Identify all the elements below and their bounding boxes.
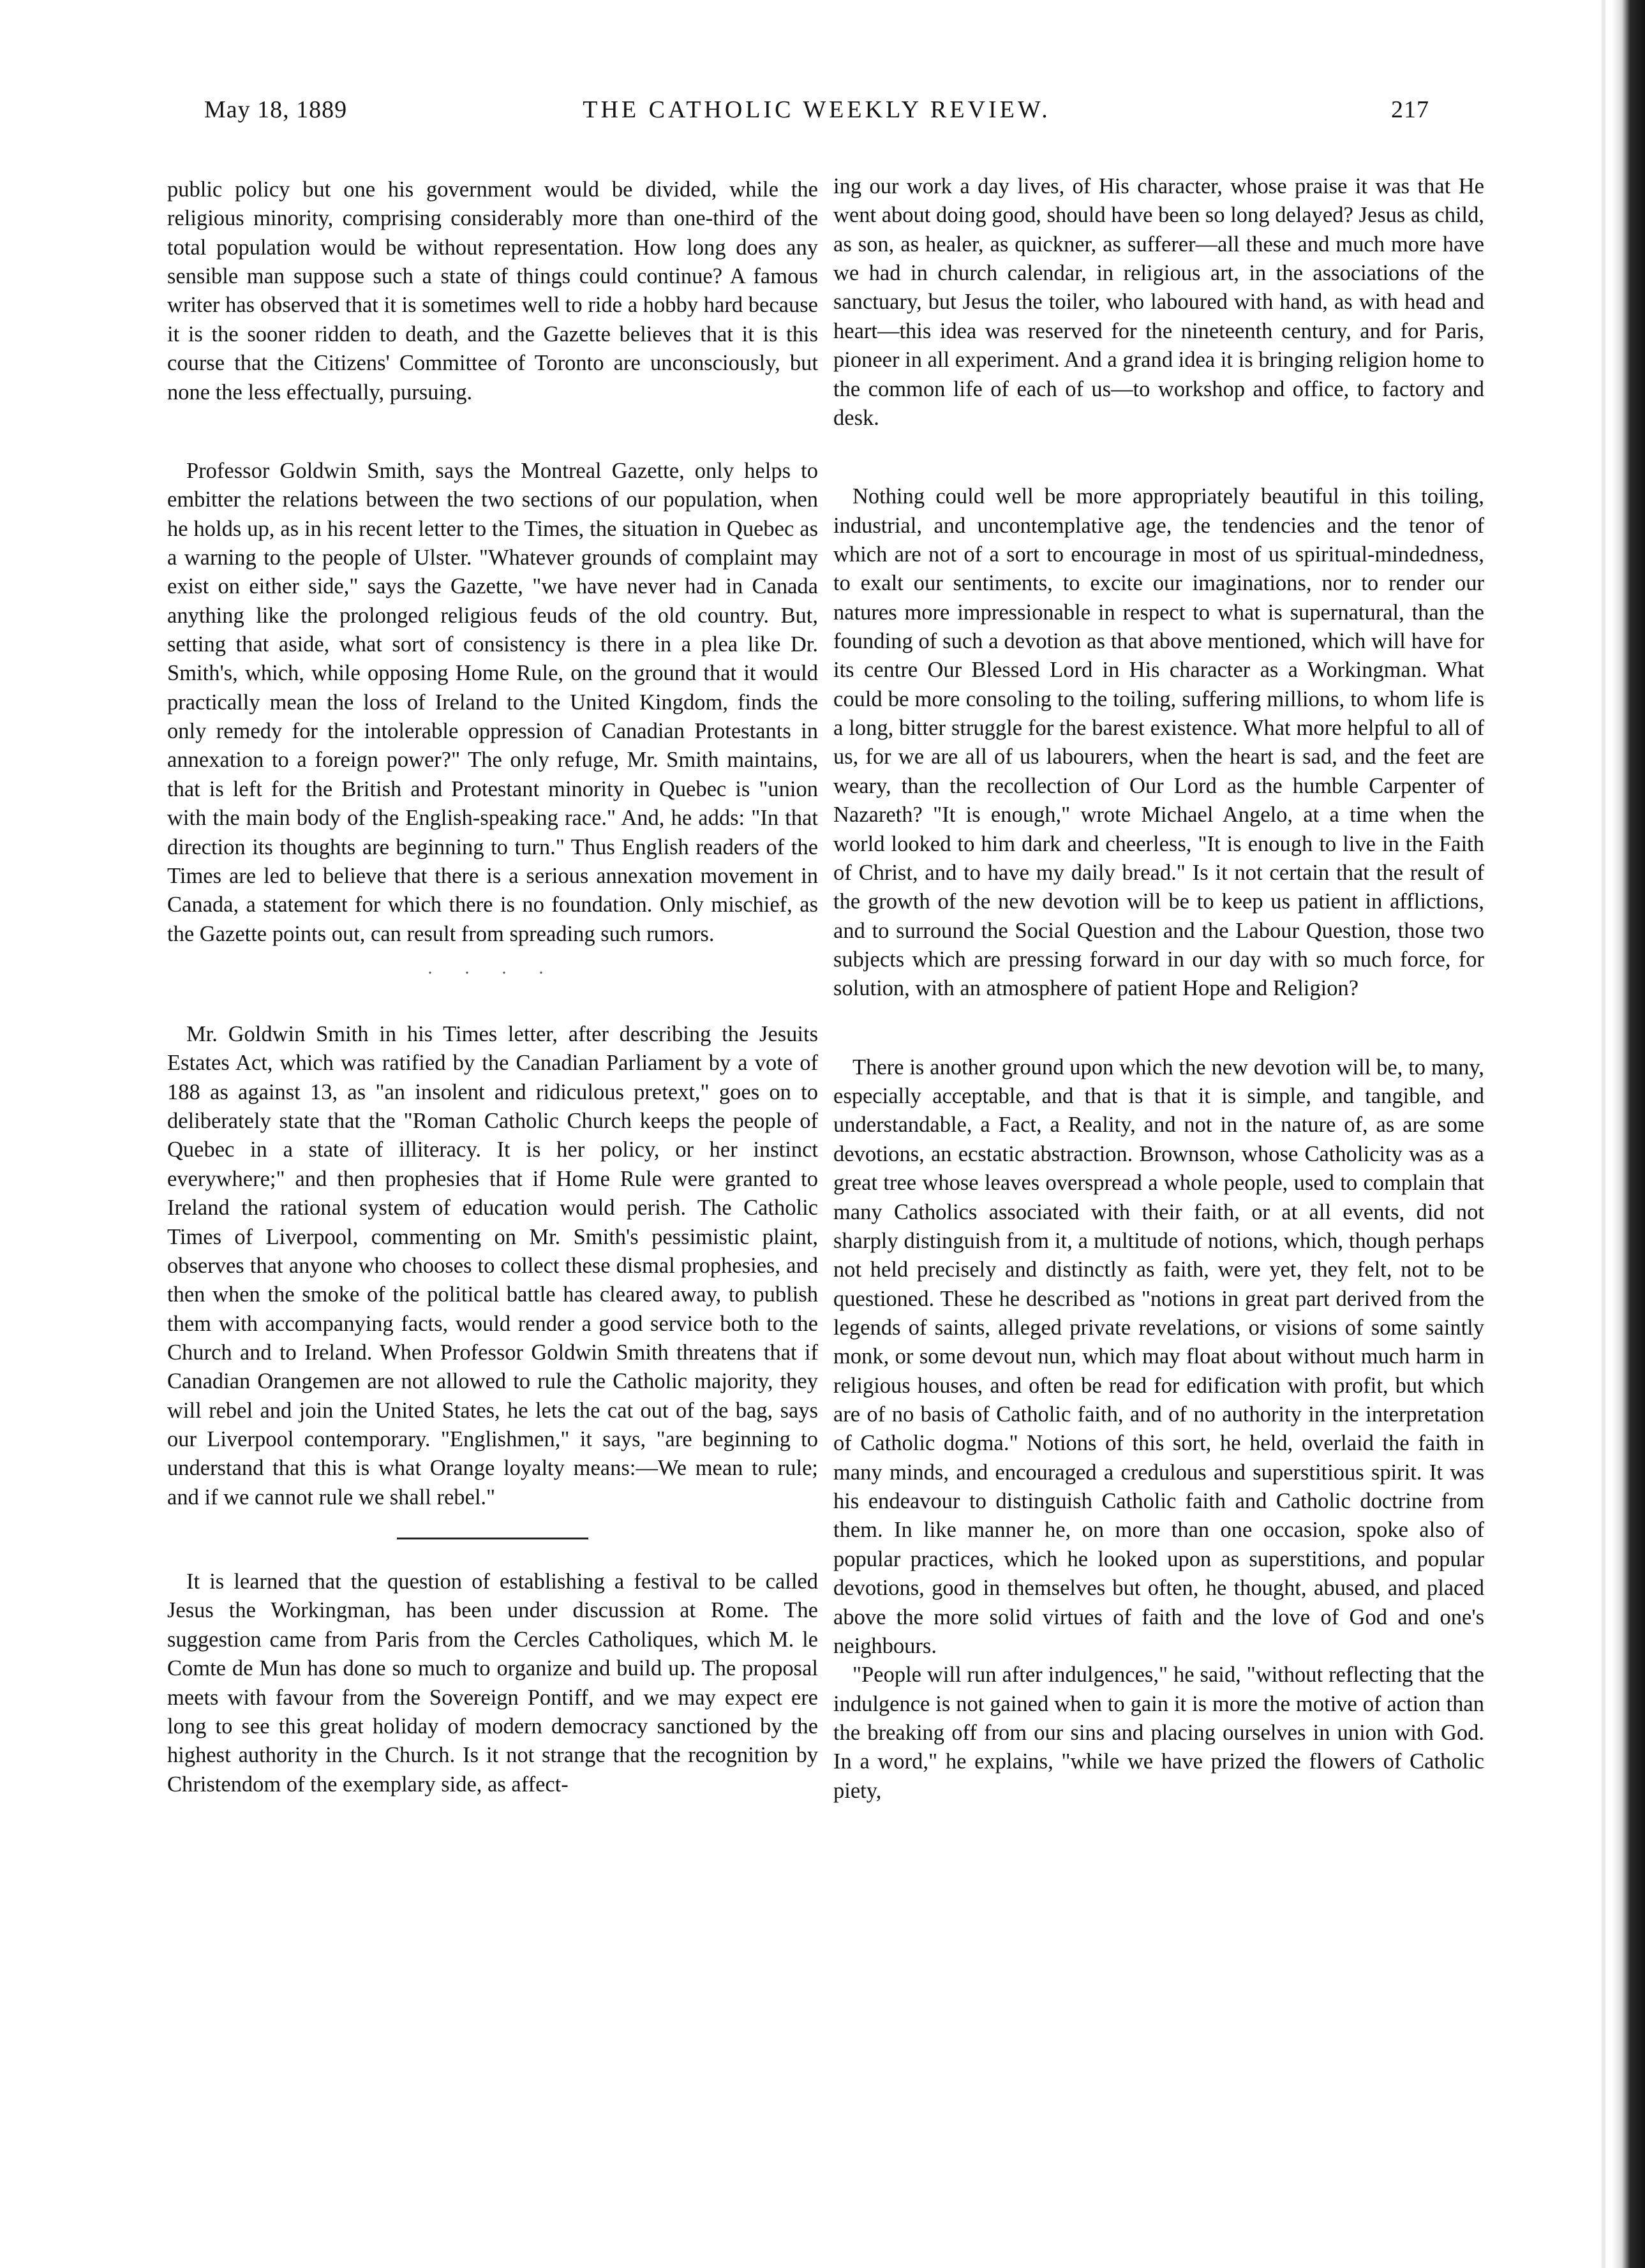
article-paragraph: Nothing could well be more appropriately beautiful in this toiling, industrial, and uncontemplative age, the tendencies and the tenor of which are not of a sort to encourage in most of us spiritual-mindedness, to exalt our sentiments, to excite our imaginations, nor to render our natures more impressionable in respect to what is supernatural, than the founding of such a devotion as that above mentioned, which will have for its centre Our Blessed Lord in His character as a Workingman. What could be more consoling to the toiling, suffering millions, to whom life is a long, bitter struggle for the barest existence. What more helpful to all of us, for we are all of us labourers, when the heart is sad, and the feet are weary, than the recollection of Our Lord as the humble Carpenter of Nazareth? "It is enough," wrote Michael Angelo, at a time when the world looked to him dark and cheerless, "It is enough to live in the Faith of Christ, and to have my daily bread." Is it not certain that the result of the growth of the new devotion will be to keep us patient in afflictions, and to surround the Social Question and the Labour Question, those two subjects which are pressing forward in our day with so much force, for solution, with an atmosphere of patient Hope and Religion? <box>833 484 1484 1001</box>
page-edge-shadow <box>1602 0 1605 2268</box>
section-gap <box>833 1004 1484 1053</box>
publication-title: THE CATHOLIC WEEKLY REVIEW. <box>583 96 1051 123</box>
issue-date: May 18, 1889 <box>204 96 348 123</box>
article-paragraph: "People will run after indulgences," he said, "without reflecting that the indulgence is not gained when to gain it is more the motive of action than the breaking off from our sins and placing ourselves in union with God. In a word," he explains, "while we have prized the flowers of Catholic piety, <box>833 1663 1484 1803</box>
section-gap <box>167 407 818 457</box>
article-paragraph: Professor Goldwin Smith, says the Montreal Gazette, only helps to embitter the relations between the two sections of our population, when he holds up, as in his recent letter to the Times, the situation in Quebec as a warning to the people of Ulster. "Whatever grounds of complaint may exist on either side," says the Gazette, "we have never had in Canada anything like the prolonged religious feuds of the old country. But, setting that aside, what sort of consistency is there in a plea like Dr. Smith's, which, while opposing Home Rule, on the ground that it would practically mean the loss of Ireland to the United Kingdom, finds the only remedy for the intolerable oppression of Canadian Protestants in annexation to a foreign power?" The only refuge, Mr. Smith maintains, that is left for the British and Protestant minority in Quebec is "union with the main body of the English-speaking race." And, he adds: "In that direction its thoughts are beginning to turn." Thus English readers of the Times are led to believe that there is a serious annexation movement in Canada, a statement for which there is no foundation. Only mischief, as the Gazette points out, can result from spreading such rumors. <box>167 458 818 946</box>
article-paragraph: Mr. Goldwin Smith in his Times letter, after describing the Jesuits Estates Act, which was ratified by the Canadian Parliament by a vote of 188 as against 13, as "an insolent and ridiculous pretext," goes on to deliberately state that the "Roman Catholic Church keeps the people of Quebec in a state of illiteracy. It is her policy, or her instinct everywhere;" and then prophesies that if Home Rule were granted to Ireland the rational system of education would perish. The Catholic Times of Liverpool, commenting on Mr. Smith's pessimistic plaint, observes that anyone who chooses to collect these dismal prophesies, and then when the smoke of the political battle has cleared away, to publish them with accompanying facts, would render a good service both to the Church and to Ireland. When Professor Goldwin Smith threatens that if Canadian Orangemen are not allowed to rule the Catholic majority, they will rebel and join the United States, he lets the cat out of the bag, says our Liverpool contemporary. "Englishmen," it says, "are beginning to understand that this is what Orange loyalty means:—We mean to rule; and if we cannot rule we shall rebel." <box>167 1021 818 1509</box>
section-gap <box>167 988 818 1020</box>
section-separator-dots: . . . . <box>428 958 558 978</box>
left-column <box>167 175 818 1799</box>
article-paragraph: It is learned that the question of establishing a festival to be called Jesus the Workingman, has been under discussion at Rome. The suggestion came from Paris from the Cercles Catholiques, which M. le Comte de Mun has done so much to organize and build up. The proposal meets with favour from the Sovereign Pontiff, and we may expect ere long to see this great holiday of modern democracy sanctioned by the highest authority in the Church. Is it not strange that the recognition by Christendom of the exemplary side, as affect- <box>167 1569 818 1797</box>
page-number: 217 <box>1391 96 1429 123</box>
section-rule <box>397 1538 588 1539</box>
article-paragraph: public policy but one his government would be divided, while the religious minority, comprising considerably more than one-third of the total population would be without representation. How long does any sensible man suppose such a state of things could continue? A famous writer has observed that it is sometimes well to ride a hobby hard because it is the sooner ridden to death, and the Gazette believes that it is this course that the Citizens' Committee of Toronto are unconsciously, but none the less effectually, pursuing. <box>167 177 818 404</box>
article-paragraph: There is another ground upon which the new devotion will be, to many, especially acceptable, and that is that it is simple, and tangible, and understandable, a Fact, a Reality, and not in the nature of, as are some devotions, an ecstatic abstraction. Brownson, whose Catholicity was as a great tree whose leaves overspread a whole people, used to complain that many Catholics associated with their faith, or at all events, did not sharply distinguish from it, a multitude of notions, which, though perhaps not held precisely and distinctly as faith, were yet, they felt, not to be questioned. These he described as "notions in great part derived from the legends of saints, alleged private revelations, or visions of some saintly monk, or some devout nun, which may float about without much harm in religious houses, and often be read for edification with profit, but which are of no basis of Catholic faith, and of no authority in the interpretation of Catholic dogma." Notions of this sort, he held, overlaid the faith in many minds, and encouraged a credulous and superstitious spirit. It was his endeavour to distinguish Catholic faith and Catholic doctrine from them. In like manner he, on more than one occasion, spoke also of popular practices, which he looked upon as superstitions, and popular devotions, good in themselves but often, he thought, abused, and placed above the more solid virtues of faith and the love of God and one's neighbours. <box>833 1055 1484 1658</box>
page-binding-edge <box>1612 0 1645 2268</box>
right-column <box>833 172 1484 1805</box>
article-paragraph: ing our work a day lives, of His character, whose praise it was that He went about doing good, should have been so long delayed? Jesus as child, as son, as healer, as quickner, as sufferer—all these and much more have we had in church calendar, in religious art, in the associations of the sanctuary, but Jesus the toiler, who laboured with hand, as with head and heart—this idea was reserved for the nineteenth century, and for Paris, pioneer in all experiment. And a grand idea it is bringing religion home to the common life of each of us—to workshop and office, to factory and desk. <box>833 174 1484 430</box>
section-gap <box>833 433 1484 482</box>
page-header <box>191 96 1442 134</box>
